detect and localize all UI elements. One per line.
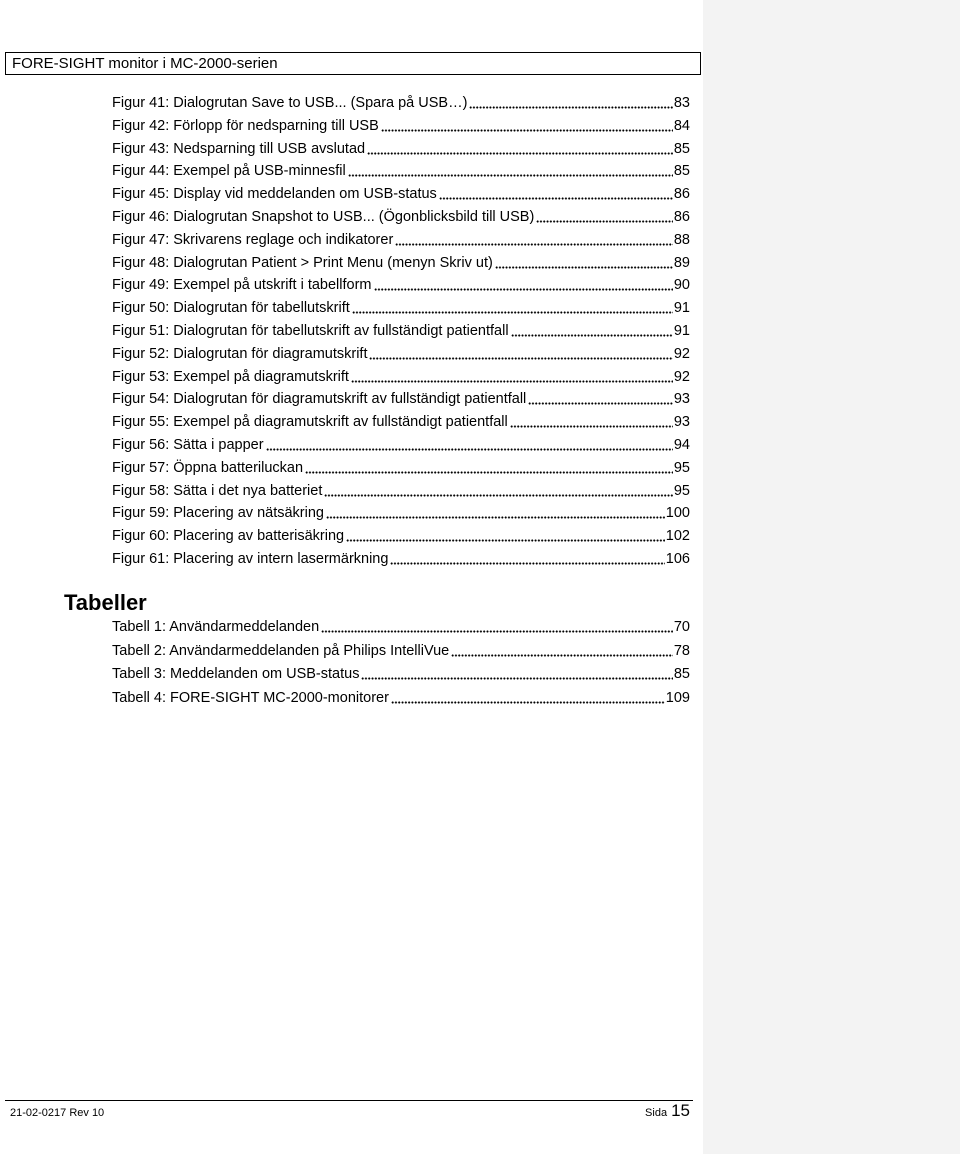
entry-label: Figur 44: Exempel på USB-minnesfil xyxy=(112,163,346,180)
figure-entry[interactable] xyxy=(112,480,690,500)
entry-label: Figur 51: Dialogrutan för tabellutskrift av fullständigt patientfall xyxy=(112,323,509,339)
entry-label: Figur 49: Exempel på utskrift i tabellform xyxy=(112,277,372,294)
dot-leader xyxy=(528,395,673,405)
entry-page-number: 106 xyxy=(665,551,690,567)
entry-page-number: 88 xyxy=(673,231,690,248)
entry-page-number: 85 xyxy=(673,666,690,682)
entry-page-number: 95 xyxy=(673,482,690,499)
footer-page-number: 15 xyxy=(671,1101,690,1120)
entry-page-number: 83 xyxy=(673,95,690,111)
entry-page-number: 90 xyxy=(673,277,690,294)
figure-entry[interactable] xyxy=(112,343,690,363)
entry-page-number: 86 xyxy=(673,209,690,225)
figure-entry[interactable] xyxy=(112,457,690,477)
margin-area xyxy=(703,0,960,1154)
dot-leader xyxy=(348,167,673,177)
dot-leader xyxy=(305,464,673,474)
dot-leader xyxy=(324,487,672,497)
entry-label: Figur 55: Exempel på diagramutskrift av fullständigt patientfall xyxy=(112,414,508,431)
figure-entry[interactable] xyxy=(112,274,690,294)
dot-leader xyxy=(536,213,673,223)
dot-leader xyxy=(391,694,665,704)
figure-entry[interactable] xyxy=(112,548,690,568)
entry-label: Tabell 1: Användarmeddelanden xyxy=(112,619,320,635)
entry-label: Figur 54: Dialogrutan för diagramutskrift av fullständigt patientfall xyxy=(112,391,527,408)
entry-label: Tabell 2: Användarmeddelanden på Philips IntelliVue xyxy=(112,642,450,659)
entry-page-number: 91 xyxy=(673,323,690,339)
footer-page-label: Sida xyxy=(645,1107,668,1119)
entry-label: Figur 57: Öppna batteriluckan xyxy=(112,459,304,476)
dot-leader xyxy=(451,647,673,657)
entry-page-number: 95 xyxy=(673,459,690,476)
dot-leader xyxy=(381,122,673,132)
figure-entry[interactable] xyxy=(112,206,690,226)
dot-leader xyxy=(439,190,673,200)
entry-page-number: 86 xyxy=(673,186,690,203)
entry-page-number: 109 xyxy=(665,689,690,706)
figure-entry[interactable] xyxy=(112,320,690,340)
dot-leader xyxy=(352,304,673,314)
entry-label: Figur 46: Dialogrutan Snapshot to USB... (Ögonblicksbild till USB) xyxy=(112,209,535,225)
table-entry[interactable] xyxy=(112,663,690,683)
entry-page-number: 70 xyxy=(673,619,690,635)
footer-page xyxy=(645,1101,690,1123)
figure-entry[interactable] xyxy=(112,434,690,454)
running-header xyxy=(5,52,701,75)
entry-label: Figur 42: Förlopp för nedsparning till USB xyxy=(112,117,379,134)
entry-label: Figur 52: Dialogrutan för diagramutskrift xyxy=(112,345,368,362)
entry-label: Figur 53: Exempel på diagramutskrift xyxy=(112,368,349,385)
entry-label: Tabell 3: Meddelanden om USB-status xyxy=(112,666,360,682)
dot-leader xyxy=(367,145,673,155)
entry-label: Tabell 4: FORE-SIGHT MC-2000-monitorer xyxy=(112,689,389,706)
dot-leader xyxy=(374,281,673,291)
header-title: FORE-SIGHT monitor i MC-2000-serien xyxy=(12,55,278,72)
entry-label: Figur 45: Display vid meddelanden om USB-status xyxy=(112,186,437,203)
entry-page-number: 94 xyxy=(673,437,690,453)
entry-page-number: 93 xyxy=(673,414,690,431)
entry-label: Figur 41: Dialogrutan Save to USB... (Spara på USB…) xyxy=(112,95,468,111)
dot-leader xyxy=(469,99,672,109)
dot-leader xyxy=(510,418,673,428)
entry-page-number: 78 xyxy=(673,642,690,659)
figure-entry[interactable] xyxy=(112,388,690,408)
dot-leader xyxy=(321,623,673,633)
table-entry[interactable] xyxy=(112,616,690,636)
entry-page-number: 100 xyxy=(665,505,690,522)
figure-entry[interactable] xyxy=(112,252,690,272)
entry-label: Figur 59: Placering av nätsäkring xyxy=(112,505,324,522)
dot-leader xyxy=(346,532,665,542)
dot-leader xyxy=(390,555,664,565)
dot-leader xyxy=(495,259,673,269)
footer-divider xyxy=(5,1100,693,1101)
figure-entry[interactable] xyxy=(112,138,690,158)
figure-entry[interactable] xyxy=(112,525,690,545)
figure-entry[interactable] xyxy=(112,92,690,112)
table-entry[interactable] xyxy=(112,640,690,660)
entry-page-number: 102 xyxy=(665,528,690,545)
entry-page-number: 92 xyxy=(673,345,690,362)
dot-leader xyxy=(395,236,673,246)
figure-entry[interactable] xyxy=(112,183,690,203)
entry-label: Figur 48: Dialogrutan Patient > Print Menu (menyn Skriv ut) xyxy=(112,254,493,271)
entry-page-number: 85 xyxy=(673,140,690,157)
figure-entry[interactable] xyxy=(112,411,690,431)
figure-entry[interactable] xyxy=(112,297,690,317)
table-entry[interactable] xyxy=(112,687,690,707)
entry-label: Figur 60: Placering av batterisäkring xyxy=(112,528,345,545)
dot-leader xyxy=(266,441,673,451)
dot-leader xyxy=(351,373,673,383)
entry-page-number: 84 xyxy=(673,117,690,134)
figure-entry[interactable] xyxy=(112,160,690,180)
entry-page-number: 85 xyxy=(673,163,690,180)
entry-label: Figur 61: Placering av intern lasermärkning xyxy=(112,551,389,567)
entry-label: Figur 56: Sätta i papper xyxy=(112,437,264,453)
entry-page-number: 93 xyxy=(673,391,690,408)
dot-leader xyxy=(369,350,672,360)
dot-leader xyxy=(511,327,673,337)
footer-doc-id: 21-02-0217 Rev 10 xyxy=(10,1107,105,1119)
figure-entry[interactable] xyxy=(112,502,690,522)
entry-page-number: 91 xyxy=(673,300,690,317)
entry-label: Figur 47: Skrivarens reglage och indikatorer xyxy=(112,231,394,248)
figure-entry[interactable] xyxy=(112,229,690,249)
entry-page-number: 89 xyxy=(673,254,690,271)
entry-label: Figur 50: Dialogrutan för tabellutskrift xyxy=(112,300,350,317)
dot-leader xyxy=(326,509,665,519)
entry-page-number: 92 xyxy=(673,368,690,385)
entry-label: Figur 43: Nedsparning till USB avslutad xyxy=(112,140,366,157)
figure-entry[interactable] xyxy=(112,115,690,135)
tables-heading: Tabeller xyxy=(64,590,147,615)
dot-leader xyxy=(361,670,672,680)
figure-entry[interactable] xyxy=(112,366,690,386)
entry-label: Figur 58: Sätta i det nya batteriet xyxy=(112,482,323,499)
